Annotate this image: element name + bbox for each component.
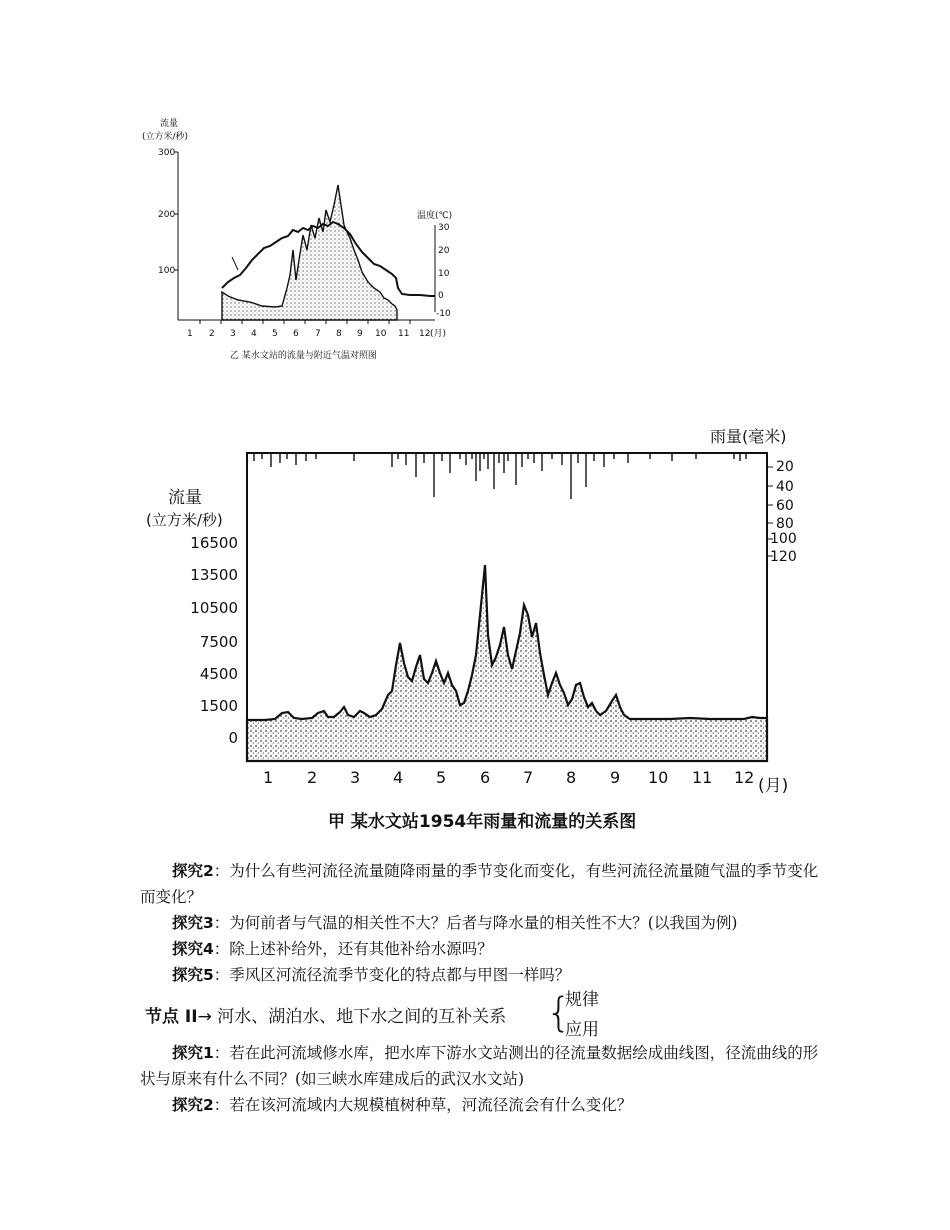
question-3-label: 探究3	[172, 914, 214, 932]
yi-y-tick-100: 100	[158, 266, 176, 276]
svg-text:-10: -10	[436, 309, 451, 319]
jia-y-ticks	[190, 534, 238, 747]
question-3-body: ：为何前者与气温的相关性不大？后者与降水量的相关性不大？(以我国为例)	[213, 914, 738, 932]
svg-text:2: 2	[209, 329, 215, 339]
svg-text:11: 11	[398, 329, 410, 339]
question-4-body: ：除上述补给外，还有其他补给水源吗？	[213, 940, 493, 958]
svg-text:100: 100	[770, 531, 797, 547]
figure-jia-rain-flow-chart	[130, 415, 820, 845]
question-4	[140, 936, 820, 962]
jia-y-label-1: 流量	[168, 488, 202, 508]
yi-x-ticks	[187, 329, 430, 339]
svg-text:13500: 13500	[190, 566, 238, 584]
jia-x-unit: (月)	[758, 776, 789, 796]
svg-text:12: 12	[734, 768, 755, 787]
svg-text:1500: 1500	[199, 697, 238, 715]
jia-x-ticks	[263, 768, 754, 787]
node-title: 河水、湖泊水、地下水之间的互补关系	[211, 1007, 507, 1027]
svg-text:4500: 4500	[199, 665, 238, 683]
yi-y-label-1: 流量	[160, 119, 179, 129]
svg-text:7500: 7500	[199, 633, 238, 651]
svg-text:2: 2	[307, 768, 318, 787]
question-5-body: ：季风区河流径流季节变化的特点都与甲图一样吗？	[213, 966, 571, 984]
svg-text:5: 5	[272, 329, 278, 339]
svg-text:7: 7	[315, 329, 321, 339]
svg-text:10: 10	[375, 329, 387, 339]
svg-text:40: 40	[776, 479, 794, 495]
svg-text:12: 12	[419, 329, 431, 339]
svg-text:10: 10	[648, 768, 669, 787]
yi-y-tick-300: 300	[158, 148, 176, 158]
jia-rain-bars	[254, 453, 746, 499]
question-3	[140, 910, 820, 936]
yi-y-tick-200: 200	[158, 210, 176, 220]
question-2-body: ：为什么有些河流径流量随降雨量的季节变化而变化，有些河流径流量随气温的季节变化而变化？	[140, 862, 819, 906]
svg-text:6: 6	[480, 768, 491, 787]
node-label: 节点 II	[145, 1007, 198, 1027]
svg-text:1: 1	[263, 768, 274, 787]
question-4-label: 探究4	[172, 940, 214, 958]
svg-text:3: 3	[350, 768, 361, 787]
svg-text:20: 20	[438, 246, 450, 256]
node-item-rule: 规律	[565, 990, 599, 1010]
svg-text:4: 4	[393, 768, 404, 787]
svg-text:9: 9	[357, 329, 363, 339]
question-2-label: 探究2	[172, 862, 214, 880]
explore-1	[140, 1040, 820, 1092]
explore-1-label: 探究1	[172, 1044, 214, 1062]
svg-text:10: 10	[438, 269, 450, 279]
yi-x-unit: (月)	[430, 329, 447, 339]
svg-text:0: 0	[228, 729, 238, 747]
figure-yi-flow-temperature-chart	[130, 110, 470, 370]
yi-right-ticks	[436, 223, 451, 319]
jia-rain-ticks	[770, 459, 797, 565]
svg-text:10500: 10500	[190, 599, 238, 617]
jia-caption: 甲 某水文站1954年雨量和流量的关系图	[328, 812, 637, 832]
svg-text:11: 11	[692, 768, 713, 787]
svg-text:8: 8	[566, 768, 577, 787]
jia-y-label-2: (立方米/秒)	[146, 511, 223, 529]
explore-1-body: ：若在此河流域修水库，把水库下游水文站测出的径流量数据绘成曲线图，径流曲线的形状与原来有什么不同？(如三峡水库建成后的武汉水文站)	[140, 1044, 819, 1088]
svg-text:4: 4	[251, 329, 257, 339]
yi-caption: 乙 某水文站的流量与附近气温对照图	[230, 351, 377, 361]
question-2	[140, 858, 820, 910]
svg-text:7: 7	[523, 768, 534, 787]
svg-text:1: 1	[187, 329, 193, 339]
svg-text:60: 60	[776, 498, 794, 514]
svg-text:16500: 16500	[190, 534, 238, 552]
yi-right-label: 温度(℃)	[417, 211, 453, 221]
svg-text:9: 9	[610, 768, 621, 787]
svg-text:0: 0	[438, 291, 444, 301]
svg-text:6: 6	[293, 329, 299, 339]
explore-2	[140, 1092, 820, 1118]
svg-text:5: 5	[436, 768, 447, 787]
explore-2-label: 探究2	[172, 1096, 214, 1114]
yi-y-label-2: (立方米/秒)	[142, 132, 189, 142]
arrow-icon: →	[197, 1007, 212, 1027]
node-ii-heading	[145, 985, 745, 1041]
node-item-application: 应用	[565, 1020, 599, 1040]
yi-flow-area	[222, 185, 397, 320]
svg-text:30: 30	[438, 223, 450, 233]
jia-flow-area	[247, 565, 767, 761]
left-brace-icon: {	[546, 990, 572, 1036]
svg-text:3: 3	[230, 329, 236, 339]
svg-text:80: 80	[776, 516, 794, 532]
question-5-label: 探究5	[172, 966, 214, 984]
svg-text:120: 120	[770, 549, 797, 565]
jia-rain-label: 雨量(毫米)	[710, 427, 787, 446]
svg-text:20: 20	[776, 459, 794, 475]
explore-2-body: ：若在该河流域内大规模植树种草，河流径流会有什么变化？	[213, 1096, 633, 1114]
svg-text:8: 8	[336, 329, 342, 339]
